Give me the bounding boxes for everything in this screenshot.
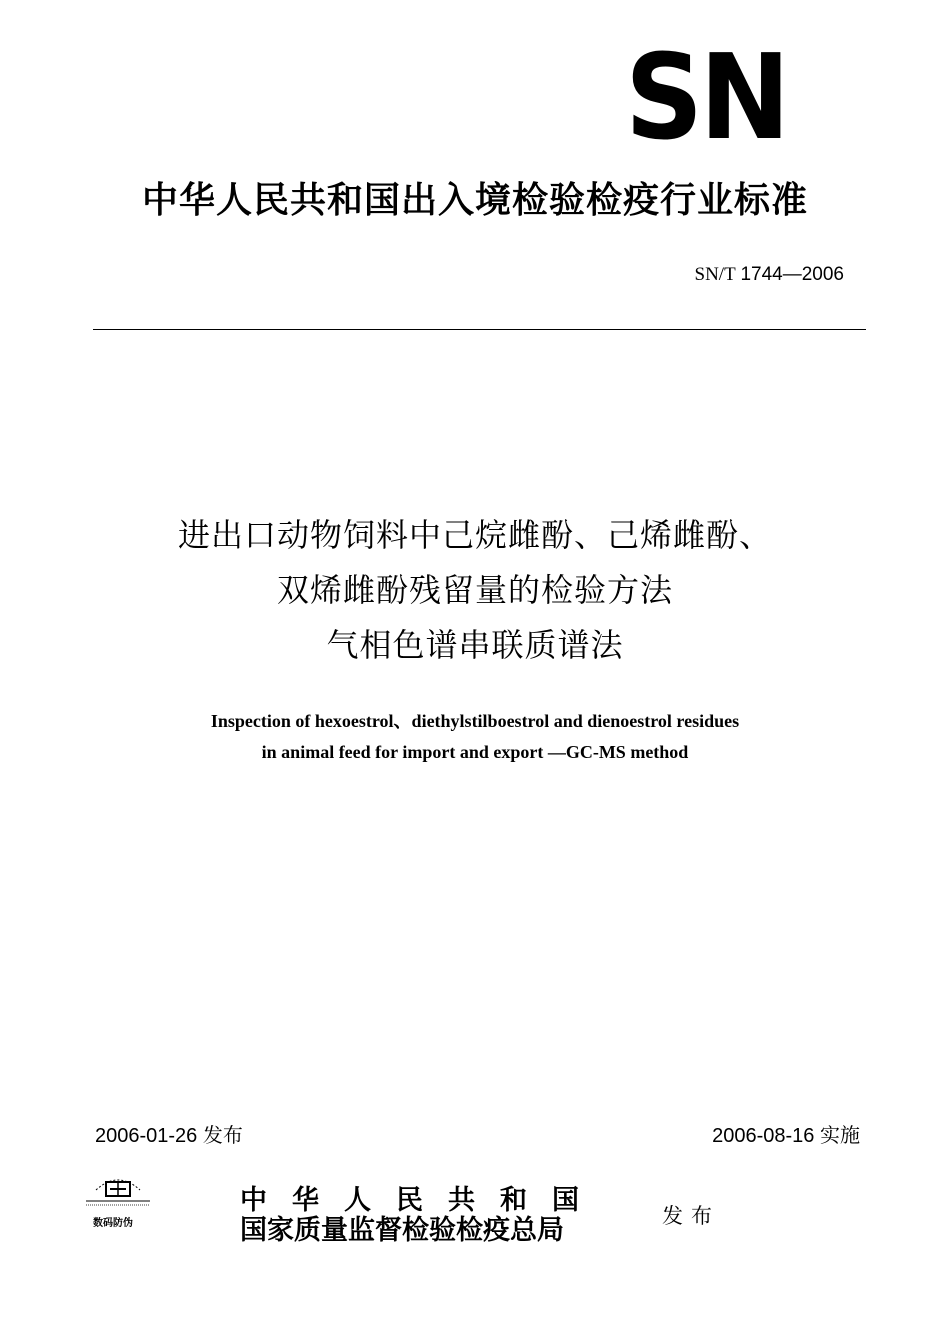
effective-date (712, 1119, 860, 1148)
standard-code (695, 264, 844, 286)
issuer-line-2: 国家质量监督检验检疫总局 (240, 1215, 564, 1246)
english-title-line-2: in animal feed for import and export —GC-MS method (261, 742, 689, 762)
chinese-title (0, 508, 950, 673)
publish-label: 发布 (662, 1204, 720, 1228)
header-divider (93, 329, 866, 330)
chinese-title-line-1: 进出口动物饲料中己烷雌酚、己烯雌酚、 (177, 516, 772, 554)
standard-code-prefix: SN/T (694, 264, 736, 285)
issuing-authority (240, 1186, 604, 1246)
english-title (0, 706, 950, 768)
issued-date-value: 2006-01-26 (95, 1125, 198, 1147)
issued-date (95, 1119, 243, 1148)
chinese-title-line-2: 双烯雌酚残留量的检验方法 (276, 571, 673, 609)
issuer-line-1: 中华人民共和国 (240, 1185, 604, 1216)
english-title-line-1: Inspection of hexoestrol、diethylstilboestrol and dienoestrol residues (210, 711, 740, 731)
standard-code-number: 1744—2006 (740, 264, 844, 285)
standard-category-title: 中华人民共和国出入境检验检疫行业标准 (141, 180, 808, 221)
sn-logo: SN (625, 28, 787, 166)
chinese-title-line-3: 气相色谱串联质谱法 (326, 626, 624, 664)
effective-date-value: 2006-08-16 (712, 1125, 815, 1147)
issued-label: 发布 (202, 1123, 243, 1147)
seal-label: 数码防伪 (93, 1218, 133, 1229)
effective-label: 实施 (820, 1123, 860, 1147)
